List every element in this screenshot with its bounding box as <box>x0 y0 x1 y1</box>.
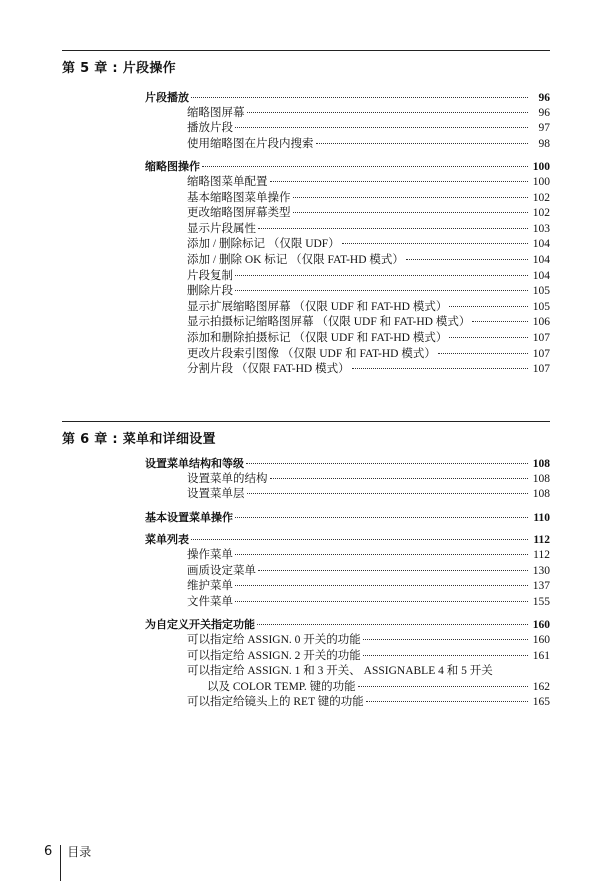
toc-item[interactable]: 缩略图菜单配置 100 <box>187 175 550 188</box>
chapter-6-title: 第 6 章 : 菜单和详细设置 <box>62 432 216 447</box>
chapter-5-title: 第 5 章 : 片段操作 <box>62 61 176 76</box>
toc-item[interactable]: 删除片段 105 <box>187 285 550 298</box>
toc-section-clip-playback[interactable] <box>145 90 550 106</box>
toc-page-number: 108 <box>532 458 550 470</box>
page-footer <box>44 833 91 869</box>
toc-section-label: 基本设置菜单操作 <box>145 510 233 524</box>
chapter-5-toc <box>145 90 550 378</box>
toc-section-label: 为自定义开关指定功能 <box>145 618 255 632</box>
toc-item[interactable]: 显示片段属性 103 <box>187 222 550 235</box>
toc-item[interactable]: 分割片段 （仅限 FAT-HD 模式） 107 <box>187 363 550 376</box>
toc-item[interactable]: 播放片段 97 <box>187 122 550 135</box>
toc-section-label: 片段播放 <box>145 91 189 104</box>
toc-item[interactable]: 缩略图屏幕 96 <box>187 106 550 119</box>
toc-page-number: 160 <box>532 619 550 632</box>
toc-item[interactable]: 显示拍摄标记缩略图屏幕 （仅限 UDF 和 FAT-HD 模式） 106 <box>187 316 550 329</box>
toc-item[interactable]: 可以指定给 ASSIGN. 2 开关的功能 161 <box>187 649 550 662</box>
chapter-6-header <box>62 421 550 447</box>
toc-item[interactable]: 维护菜单 137 <box>187 580 550 593</box>
toc-section-assign-switch-functions[interactable] <box>145 617 550 633</box>
toc-item[interactable]: 操作菜单 112 <box>187 548 550 561</box>
toc-item[interactable]: 使用缩略图在片段内搜索 98 <box>187 137 550 150</box>
toc-item[interactable]: 添加 / 删除标记 （仅限 UDF） 104 <box>187 238 550 251</box>
toc-section-label: 缩略图操作 <box>145 160 200 174</box>
toc-section-menu-list[interactable] <box>145 532 550 548</box>
toc-item[interactable]: 添加和删除拍摄标记 （仅限 UDF 和 FAT-HD 模式） 107 <box>187 331 550 344</box>
toc-item[interactable]: 设置菜单的结构 108 <box>187 472 550 485</box>
toc-item[interactable]: 画质设定菜单 130 <box>187 564 550 577</box>
toc-item-multiline-first[interactable]: 可以指定给 ASSIGN. 1 和 3 开关、 ASSIGNABLE 4 和 5 开关 <box>187 665 493 678</box>
toc-section-thumbnail-operations[interactable] <box>145 159 550 175</box>
toc-page-number: 100 <box>532 161 550 174</box>
toc-item[interactable]: 片段复制 104 <box>187 269 550 282</box>
toc-section-menu-structure[interactable] <box>145 456 550 472</box>
toc-page-number: 110 <box>533 511 550 524</box>
toc-item[interactable]: 基本缩略图菜单操作 102 <box>187 191 550 204</box>
toc-section-label: 菜单列表 <box>145 533 189 547</box>
toc-section-basic-menu-operation[interactable] <box>145 510 550 526</box>
toc-item[interactable]: 可以指定给 ASSIGN. 0 开关的功能 160 <box>187 633 550 646</box>
toc-item[interactable]: 更改缩略图屏幕类型 102 <box>187 207 550 220</box>
chapter-6-toc <box>145 456 550 711</box>
page-number: 6 <box>44 843 53 859</box>
toc-item[interactable]: 设置菜单层 108 <box>187 488 550 501</box>
toc-item[interactable]: 显示扩展缩略图屏幕 （仅限 UDF 和 FAT-HD 模式） 105 <box>187 300 550 313</box>
toc-item[interactable]: 更改片段索引图像 （仅限 UDF 和 FAT-HD 模式） 107 <box>187 347 550 360</box>
toc-item[interactable]: 可以指定给镜头上的 RET 键的功能 165 <box>187 696 550 709</box>
toc-item-multiline-continuation[interactable]: 以及 COLOR TEMP. 键的功能 162 <box>207 680 550 693</box>
chapter-5-header <box>62 50 550 76</box>
toc-page-number: 112 <box>533 534 550 547</box>
toc-page-number: 96 <box>538 92 550 104</box>
footer-divider <box>60 845 61 881</box>
toc-item[interactable]: 文件菜单 155 <box>187 595 550 608</box>
toc-section-label: 设置菜单结构和等级 <box>145 457 244 470</box>
toc-item[interactable]: 添加 / 删除 OK 标记 （仅限 FAT-HD 模式） 104 <box>187 253 550 266</box>
footer-label: 目录 <box>67 844 92 859</box>
